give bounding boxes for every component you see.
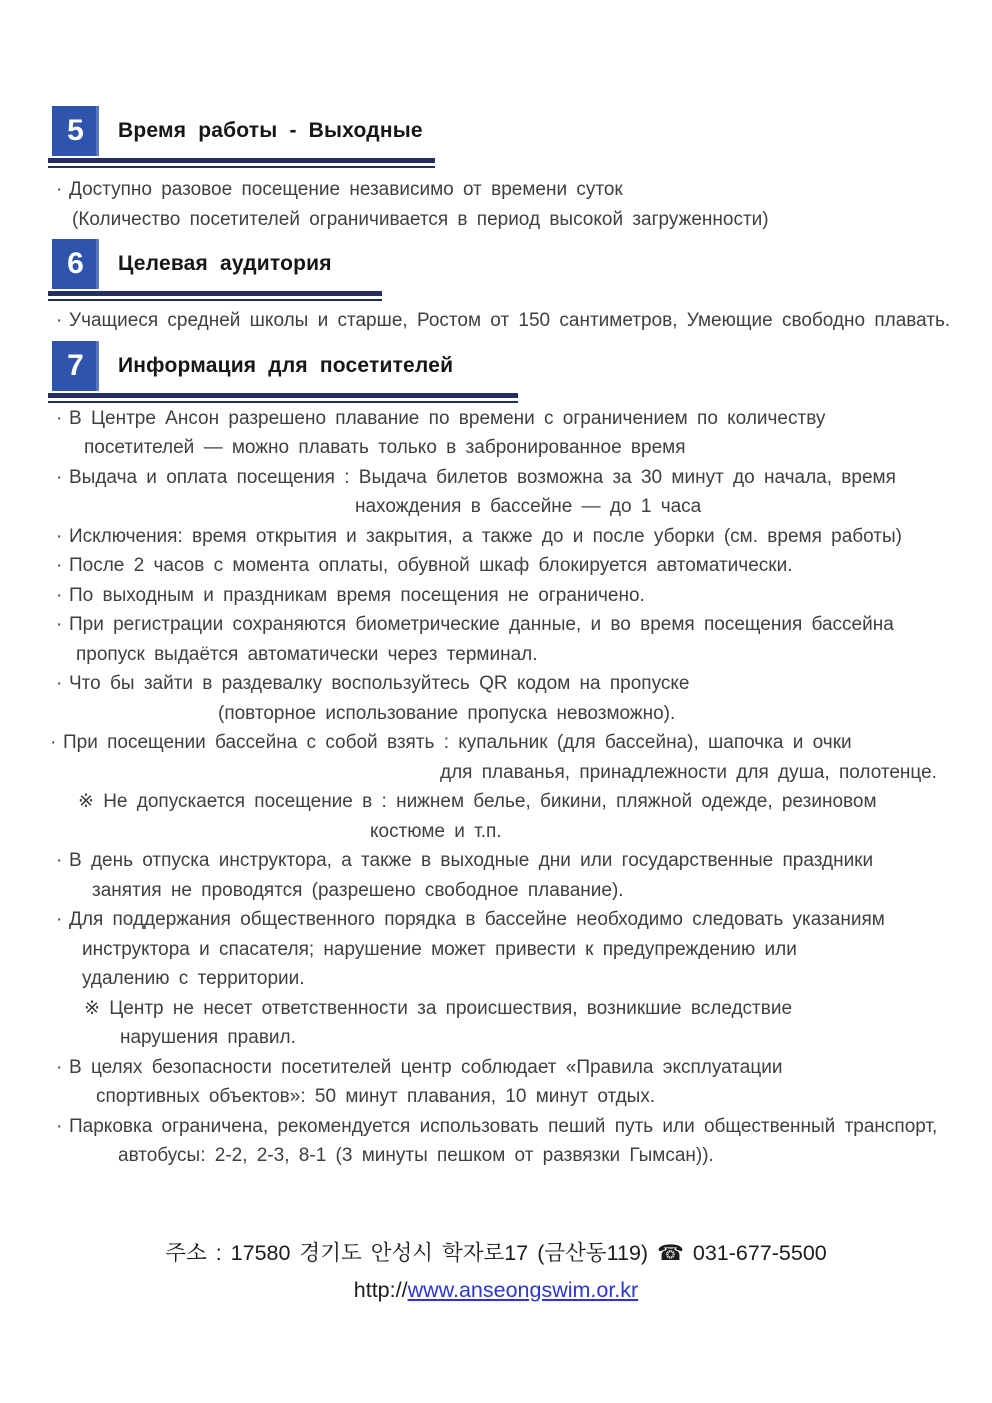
text-line (56, 1112, 962, 1142)
line-text: Учащиеся средней школы и старше, Ростом от 150 сантиметров, Умеющие свободно плавать. (69, 310, 951, 331)
text-line (56, 846, 962, 876)
text-line (355, 492, 962, 522)
section-6-underline (48, 291, 382, 301)
section-7-number: 7 (67, 348, 84, 382)
text-line (56, 306, 962, 336)
text-line (96, 1082, 962, 1112)
bullet-marker: · (56, 1115, 63, 1137)
bullet-marker: · (56, 584, 63, 606)
bullet-marker: · (56, 614, 63, 635)
bullet-marker: · (56, 1056, 63, 1078)
section-5-underline (48, 158, 435, 168)
line-text: спортивных объектов»: 50 минут плавания, 10 минут отдых. (96, 1086, 656, 1107)
line-text: В целях безопасности посетителей центр соблюдает «Правила эксплуатации (69, 1056, 783, 1078)
section-visitor-info (0, 341, 992, 1171)
section-6-title: Целевая аудитория (118, 252, 332, 275)
section-5-header (52, 106, 992, 156)
section-target-audience (0, 239, 992, 336)
line-text: ※ Не допускается посещение в : нижнем белье, бикини, пляжной одежде, резиновом (78, 791, 877, 812)
text-line (72, 205, 962, 235)
section-7-title: Информация для посетителей (118, 353, 454, 377)
text-line (76, 640, 962, 670)
text-line (82, 964, 962, 994)
line-text: нарушения правил. (120, 1027, 296, 1048)
section-6-header (52, 239, 992, 289)
text-line (120, 1023, 962, 1053)
section-6-body (48, 306, 962, 336)
text-line (218, 699, 962, 729)
bullet-marker: · (56, 407, 63, 429)
bullet-marker: · (56, 525, 63, 547)
section-6-number-badge (52, 239, 99, 289)
section-7-body (48, 404, 962, 1171)
line-text: инструктора и спасателя; нарушение может привести к предупреждению или (82, 938, 797, 960)
line-text: Парковка ограничена, рекомендуется использовать пеший путь или общественный транспорт, (69, 1115, 938, 1137)
bullet-marker: · (56, 179, 63, 200)
text-line (440, 758, 962, 788)
line-text: Выдача и оплата посещения : Выдача билетов возможна за 30 минут до начала, время (69, 466, 896, 488)
line-text: автобусы: 2-2, 2-3, 8-1 (3 минуты пешком от развязки Гымсан)). (118, 1145, 714, 1166)
line-text: По выходным и праздникам время посещения не ограничено. (69, 584, 645, 606)
text-line (118, 1141, 962, 1171)
section-7-underline (48, 393, 518, 403)
line-text: (повторное использование пропуска невозможно). (218, 702, 676, 724)
section-working-hours (0, 106, 992, 234)
line-text: Исключения: время открытия и закрытия, а также до и после уборки (см. время работы) (69, 525, 902, 547)
text-line (50, 728, 962, 758)
line-text: В Центре Ансон разрешено плавание по времени с ограничением по количеству (69, 407, 826, 429)
footer-url-line (0, 1274, 992, 1306)
line-text: посетителей — можно плавать только в забронированное время (84, 437, 686, 458)
text-line (78, 787, 962, 817)
section-7-header (52, 341, 992, 391)
footer-address-line (0, 1237, 992, 1270)
line-text: пропуск выдаётся автоматически через терминал. (76, 643, 538, 665)
bullet-marker: · (56, 310, 63, 331)
line-text: занятия не проводятся (разрешено свободное плавание). (92, 879, 624, 901)
line-text: В день отпуска инструктора, а также в выходные дни или государственные праздники (69, 850, 874, 871)
line-text: После 2 часов с момента оплаты, обувной шкаф блокируется автоматически. (69, 555, 793, 576)
section-7-number-badge (52, 341, 99, 391)
website-link[interactable]: www.anseongswim.or.kr (407, 1277, 639, 1302)
bullet-marker: · (50, 732, 57, 753)
line-text: (Количество посетителей ограничивается в период высокой загруженности) (72, 208, 769, 230)
line-text: Доступно разовое посещение независимо от времени суток (69, 179, 623, 200)
address-text: 주소 : 17580 경기도 안성시 학자로17 (금산동119) (165, 1240, 649, 1265)
text-line (84, 994, 962, 1024)
bullet-marker: · (56, 909, 63, 930)
bullet-marker: · (56, 555, 63, 576)
section-5-number-badge (52, 106, 99, 156)
text-line (82, 935, 962, 965)
line-text: ※ Центр не несет ответственности за происшествия, возникшие вследствие (84, 997, 793, 1019)
phone-icon: ☎ (657, 1240, 684, 1266)
line-text: При посещении бассейна с собой взять : купальник (для бассейна), шапочка и очки (63, 732, 852, 753)
text-line (370, 817, 962, 847)
line-text: удалению с территории. (82, 968, 305, 989)
text-line (56, 551, 962, 581)
line-text: При регистрации сохраняются биометрические данные, и во время посещения бассейна (69, 614, 894, 635)
line-text: Что бы зайти в раздевалку воспользуйтесь QR кодом на пропуске (69, 673, 690, 694)
text-line (56, 175, 962, 205)
url-prefix: http:// (353, 1277, 408, 1302)
text-line (84, 433, 962, 463)
text-line (56, 1053, 962, 1083)
text-line (56, 610, 962, 640)
text-line (56, 581, 962, 611)
line-text: костюме и т.п. (370, 820, 502, 842)
line-text: Для поддержания общественного порядка в бассейне необходимо следовать указаниям (69, 909, 885, 930)
bullet-marker: · (56, 466, 63, 488)
line-text: для плаванья, принадлежности для душа, полотенце. (440, 761, 937, 783)
text-line (56, 905, 962, 935)
line-text: нахождения в бассейне — до 1 часа (355, 496, 702, 517)
section-5-body (48, 175, 962, 234)
text-line (56, 669, 962, 699)
bullet-marker: · (56, 850, 63, 871)
bullet-marker: · (56, 673, 63, 694)
text-line (92, 876, 962, 906)
text-line (56, 522, 962, 552)
text-line (56, 404, 962, 434)
text-line (56, 463, 962, 493)
footer (0, 1237, 992, 1306)
section-5-title: Время работы - Выходные (118, 119, 423, 142)
phone-number: 031-677-5500 (692, 1240, 827, 1265)
section-5-number: 5 (67, 114, 84, 147)
section-6-number: 6 (67, 247, 84, 280)
